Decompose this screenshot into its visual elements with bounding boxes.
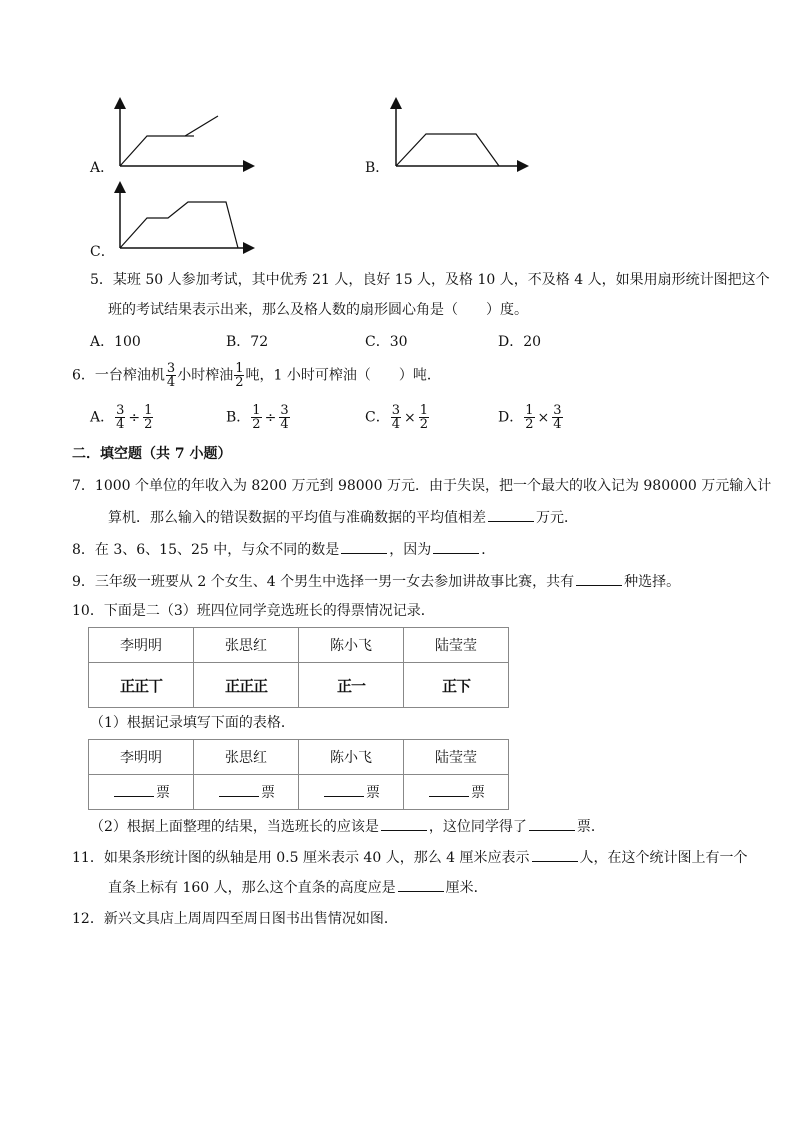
q6-d-b-den: 4	[553, 417, 562, 432]
q6-option-a-frac-b	[143, 404, 153, 431]
q10-count-name-1: 李明明	[89, 740, 194, 775]
q11-line1-suffix: 人，在这个统计图上有一个	[579, 850, 748, 866]
q10-count-name-2: 张思红	[194, 740, 299, 775]
q6-frac1-den: 4	[166, 375, 176, 390]
q10-count-unit-1: 票	[156, 785, 170, 801]
q5-option-d[interactable]: D．20	[498, 334, 542, 350]
q10-count-blank-4[interactable]	[429, 782, 469, 797]
graph-b-chart	[386, 96, 536, 174]
q6-d-a-num: 1	[525, 403, 534, 418]
q6-option-b-label: B．	[226, 409, 251, 426]
q6-c-a-den: 4	[391, 417, 400, 432]
q6-frac2-num: 1	[235, 361, 244, 376]
q10-count-blank-2[interactable]	[219, 782, 259, 797]
q6-c-a-num: 3	[391, 403, 400, 418]
q6-frac1-num: 3	[166, 361, 176, 376]
q10-tally-name-1: 李明明	[89, 628, 194, 663]
graph-c-curve	[120, 202, 238, 248]
graph-a-curve	[120, 116, 218, 166]
graph-b-curve	[396, 134, 499, 166]
graph-b-label: B．	[365, 160, 390, 176]
q6-option-b-operator: ÷	[264, 409, 277, 426]
q5-option-a[interactable]: A．100	[90, 334, 141, 350]
q10-count-blank-1[interactable]	[114, 782, 154, 797]
q7-line1: 7．1000 个单位的年收入为 8200 万元到 98000 万元．由于失误，把一个最大的收入记为 980000 万元输入计	[72, 478, 772, 494]
q11-line2-prefix: 直条上标有 160 人，那么这个直条的高度应是	[108, 880, 396, 896]
q10-sub2	[90, 816, 605, 837]
graph-a-chart	[110, 96, 260, 174]
q7-answer-blank[interactable]	[488, 507, 534, 522]
q10-tally-marks-row	[89, 663, 509, 708]
q10-count-unit-2: 票	[261, 785, 275, 801]
q6-fraction-1	[166, 362, 176, 389]
q6-option-a-label: A．	[90, 409, 115, 426]
q6-option-c[interactable]	[365, 404, 430, 431]
q6-c-b-den: 2	[419, 417, 429, 432]
q6-c-b-num: 1	[419, 403, 429, 418]
q10-sub1: （1）根据记录填写下面的表格．	[90, 715, 295, 731]
q6-a-b-num: 1	[144, 403, 153, 418]
q6-option-c-operator: ×	[404, 409, 416, 426]
q6-b-a-den: 2	[252, 417, 261, 432]
q8-mid: ，因为	[389, 542, 432, 558]
q6-stem	[72, 362, 441, 389]
graph-c-chart	[110, 180, 260, 258]
q6-a-b-den: 2	[144, 417, 153, 432]
q10-sub2-suffix: 票．	[576, 819, 605, 835]
q6-option-c-label: C．	[365, 409, 390, 426]
q6-option-b-frac-b	[279, 404, 289, 431]
q8-prefix: 8．在 3、6、15、25 中，与众不同的数是	[72, 542, 340, 558]
q6-b-b-num: 3	[280, 403, 289, 418]
q10-tally-cell-4	[404, 663, 509, 708]
q10-count-unit-3: 票	[366, 785, 380, 801]
q10-count-cell-4	[404, 775, 509, 810]
q9-suffix: 种选择。	[624, 574, 681, 590]
q10-tally-mark-2: 正正正	[224, 676, 267, 695]
q7-line2	[108, 507, 578, 528]
q9-line	[72, 571, 680, 592]
q10-sub2-mid: ，这位同学得了	[428, 819, 527, 835]
q10-count-name-4: 陆莹莹	[404, 740, 509, 775]
graph-a-label: A．	[90, 160, 115, 176]
q10-tally-table	[88, 627, 509, 708]
q5-option-c[interactable]: C．30	[365, 334, 408, 350]
q10-count-unit-4: 票	[471, 785, 485, 801]
q6-option-d-frac-b	[552, 404, 562, 431]
q7-line2-suffix: 万元．	[536, 510, 578, 526]
q10-count-header-row	[89, 740, 509, 775]
q8-suffix: ．	[481, 542, 496, 558]
q10-winner-blank[interactable]	[381, 816, 427, 831]
q6-suffix: 吨，1 小时可榨油（ ）吨．	[245, 367, 441, 384]
q7-line2-prefix: 算机．那么输入的错误数据的平均值与准确数据的平均值相差	[108, 510, 486, 526]
q5-line2: 班的考试结果表示出来，那么及格人数的扇形圆心角是（ ）度。	[108, 302, 528, 318]
q6-prefix: 6．一台榨油机	[72, 367, 165, 384]
q6-a-a-num: 3	[116, 403, 125, 418]
q6-option-a[interactable]	[90, 404, 154, 431]
q10-tally-name-3: 陈小飞	[299, 628, 404, 663]
section-title-fill-in: 二．填空题（共 7 小题）	[72, 446, 232, 462]
q10-count-blank-3[interactable]	[324, 782, 364, 797]
q10-tally-mark-4: 正下	[441, 676, 470, 695]
q12-line: 12．新兴文具店上周周四至周日图书出售情况如图．	[72, 911, 398, 927]
q10-tally-cell-2	[194, 663, 299, 708]
q6-option-d-frac-a	[524, 404, 534, 431]
q10-tally-cell-3	[299, 663, 404, 708]
q10-tally-header-row	[89, 628, 509, 663]
q10-tally-name-2: 张思红	[194, 628, 299, 663]
q11-answer-blank-2[interactable]	[398, 877, 444, 892]
q10-tally-cell-1	[89, 663, 194, 708]
q6-fraction-2	[234, 362, 244, 389]
q10-count-table	[88, 739, 509, 810]
q9-prefix: 9．三年级一班要从 2 个女生、4 个男生中选择一男一女去参加讲故事比赛，共有	[72, 574, 575, 590]
q8-line	[72, 539, 495, 560]
q6-d-a-den: 2	[525, 417, 534, 432]
q10-count-cell-2	[194, 775, 299, 810]
q6-option-d[interactable]	[498, 404, 564, 431]
q6-option-c-frac-a	[391, 404, 401, 431]
q6-option-d-operator: ×	[537, 409, 550, 426]
q10-count-cell-3	[299, 775, 404, 810]
q6-d-b-num: 3	[553, 403, 562, 418]
q11-line1	[72, 847, 748, 868]
q10-count-row	[89, 775, 509, 810]
q11-line2-suffix: 厘米．	[445, 880, 488, 896]
q11-answer-blank-1[interactable]	[532, 847, 578, 862]
q11-line1-prefix: 11．如果条形统计图的纵轴是用 0.5 厘米表示 40 人，那么 4 厘米应表示	[72, 850, 530, 866]
q6-b-a-num: 1	[252, 403, 261, 418]
q10-title: 10．下面是二（3）班四位同学竞选班长的得票情况记录．	[72, 603, 435, 619]
q6-option-c-frac-b	[419, 404, 429, 431]
q10-count-name-3: 陈小飞	[299, 740, 404, 775]
graph-c-label: C．	[90, 244, 115, 260]
q11-line2	[108, 877, 488, 898]
q10-sub2-prefix: （2）根据上面整理的结果，当选班长的应该是	[90, 819, 379, 835]
q8-answer-blank-1[interactable]	[341, 539, 387, 554]
q6-frac2-den: 2	[235, 375, 244, 390]
q9-answer-blank[interactable]	[576, 571, 622, 586]
q10-tally-mark-1: 正正丅	[119, 676, 162, 695]
q6-mid: 小时榨油	[177, 367, 234, 384]
q10-count-cell-1	[89, 775, 194, 810]
q6-option-d-label: D．	[498, 409, 524, 426]
q6-option-b-frac-a	[251, 404, 261, 431]
q6-option-b[interactable]	[226, 404, 291, 431]
q5-line1: 5．某班 50 人参加考试，其中优秀 21 人，良好 15 人，及格 10 人，不及格 4 人，如果用扇形统计图把这个	[90, 272, 770, 288]
q6-a-a-den: 4	[116, 417, 125, 432]
q6-b-b-den: 4	[280, 417, 289, 432]
q6-option-a-operator: ÷	[128, 409, 141, 426]
q10-tally-mark-3: 正一	[336, 676, 365, 695]
q10-votes-blank[interactable]	[529, 816, 575, 831]
q10-tally-name-4: 陆莹莹	[404, 628, 509, 663]
q5-option-b[interactable]: B．72	[226, 334, 269, 350]
q8-answer-blank-2[interactable]	[433, 539, 479, 554]
q6-option-a-frac-a	[115, 404, 125, 431]
